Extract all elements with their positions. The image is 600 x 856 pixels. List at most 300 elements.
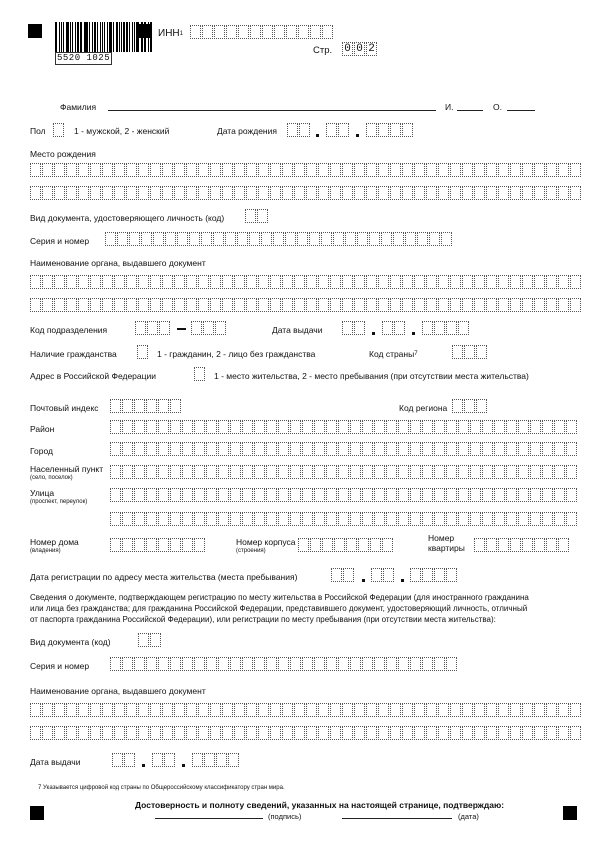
entry-cell[interactable] [450, 275, 461, 289]
entry-cell[interactable] [242, 442, 253, 456]
reg-issue-day-field[interactable] [112, 753, 136, 767]
entry-cell[interactable] [170, 442, 181, 456]
entry-cell[interactable] [146, 465, 157, 479]
entry-cell[interactable] [210, 298, 221, 312]
entry-cell[interactable] [506, 442, 517, 456]
entry-cell[interactable] [346, 538, 357, 552]
entry-cell[interactable] [398, 442, 409, 456]
entry-cell[interactable] [354, 275, 365, 289]
entry-cell[interactable] [570, 298, 581, 312]
entry-cell[interactable] [318, 703, 329, 717]
entry-cell[interactable] [462, 186, 473, 200]
entry-cell[interactable] [546, 703, 557, 717]
entry-cell[interactable] [518, 420, 529, 434]
entry-cell[interactable] [398, 465, 409, 479]
entry-cell[interactable] [206, 657, 217, 671]
entry-cell[interactable] [362, 465, 373, 479]
entry-cell[interactable] [522, 726, 533, 740]
city-field[interactable] [110, 442, 578, 456]
entry-cell[interactable] [230, 442, 241, 456]
entry-cell[interactable] [446, 442, 457, 456]
entry-cell[interactable] [378, 703, 389, 717]
entry-cell[interactable] [174, 275, 185, 289]
entry-cell[interactable] [570, 186, 581, 200]
entry-cell[interactable] [218, 420, 229, 434]
entry-cell[interactable] [366, 703, 377, 717]
entry-cell[interactable] [326, 465, 337, 479]
entry-cell[interactable] [498, 703, 509, 717]
entry-cell[interactable] [150, 163, 161, 177]
street-field-row-1[interactable] [110, 488, 578, 502]
entry-cell[interactable] [378, 298, 389, 312]
entry-cell[interactable] [258, 163, 269, 177]
entry-cell[interactable] [54, 275, 65, 289]
entry-cell[interactable] [186, 703, 197, 717]
entry-cell[interactable] [170, 657, 181, 671]
entry-cell[interactable] [446, 465, 457, 479]
entry-cell[interactable] [470, 512, 481, 526]
entry-cell[interactable] [254, 442, 265, 456]
entry-cell[interactable] [342, 163, 353, 177]
entry-cell[interactable] [198, 703, 209, 717]
entry-cell[interactable] [129, 232, 140, 246]
entry-cell[interactable] [326, 657, 337, 671]
entry-cell[interactable] [102, 726, 113, 740]
entry-cell[interactable] [258, 186, 269, 200]
entry-cell[interactable] [230, 512, 241, 526]
entry-cell[interactable] [458, 420, 469, 434]
entry-cell[interactable] [542, 465, 553, 479]
entry-cell[interactable] [102, 298, 113, 312]
entry-cell[interactable] [174, 298, 185, 312]
entry-cell[interactable] [434, 321, 445, 335]
entry-cell[interactable] [570, 726, 581, 740]
entry-cell[interactable] [446, 321, 457, 335]
entry-cell[interactable] [542, 442, 553, 456]
entry-cell[interactable] [254, 465, 265, 479]
entry-cell[interactable] [245, 209, 256, 223]
entry-cell[interactable] [374, 512, 385, 526]
entry-cell[interactable] [434, 568, 445, 582]
entry-cell[interactable] [522, 186, 533, 200]
entry-cell[interactable] [398, 420, 409, 434]
entry-cell[interactable] [534, 726, 545, 740]
entry-cell[interactable] [434, 420, 445, 434]
entry-cell[interactable] [246, 275, 257, 289]
entry-cell[interactable] [402, 726, 413, 740]
entry-cell[interactable] [486, 703, 497, 717]
entry-cell[interactable] [246, 186, 257, 200]
entry-cell[interactable] [450, 298, 461, 312]
entry-cell[interactable] [398, 488, 409, 502]
issue-day-field[interactable] [342, 321, 366, 335]
entry-cell[interactable] [402, 186, 413, 200]
entry-cell[interactable] [274, 25, 285, 39]
entry-cell[interactable] [570, 275, 581, 289]
entry-cell[interactable] [486, 186, 497, 200]
entry-cell[interactable] [222, 275, 233, 289]
entry-cell[interactable] [393, 232, 404, 246]
entry-cell[interactable] [422, 488, 433, 502]
entry-cell[interactable] [326, 442, 337, 456]
entry-cell[interactable] [434, 442, 445, 456]
entry-cell[interactable] [117, 232, 128, 246]
entry-cell[interactable] [170, 538, 181, 552]
entry-cell[interactable] [358, 538, 369, 552]
entry-cell[interactable] [102, 275, 113, 289]
entry-cell[interactable] [498, 275, 509, 289]
entry-cell[interactable] [338, 657, 349, 671]
entry-cell[interactable] [114, 726, 125, 740]
entry-cell[interactable] [458, 465, 469, 479]
entry-cell[interactable] [374, 420, 385, 434]
entry-cell[interactable] [102, 703, 113, 717]
entry-cell[interactable] [90, 163, 101, 177]
entry-cell[interactable] [422, 512, 433, 526]
entry-cell[interactable] [429, 232, 440, 246]
entry-cell[interactable] [134, 399, 145, 413]
entry-cell[interactable] [66, 163, 77, 177]
entry-cell[interactable] [342, 298, 353, 312]
entry-cell[interactable] [410, 657, 421, 671]
entry-cell[interactable] [294, 186, 305, 200]
entry-cell[interactable] [182, 465, 193, 479]
entry-cell[interactable] [194, 420, 205, 434]
entry-cell[interactable] [438, 726, 449, 740]
entry-cell[interactable] [138, 726, 149, 740]
entry-cell[interactable] [330, 703, 341, 717]
entry-cell[interactable] [174, 186, 185, 200]
entry-cell[interactable] [458, 488, 469, 502]
entry-cell[interactable] [522, 298, 533, 312]
birth-place-row-1[interactable] [30, 163, 582, 177]
entry-cell[interactable] [150, 298, 161, 312]
entry-cell[interactable] [450, 163, 461, 177]
entry-cell[interactable] [122, 465, 133, 479]
entry-cell[interactable] [318, 726, 329, 740]
entry-cell[interactable] [474, 275, 485, 289]
entry-cell[interactable] [146, 399, 157, 413]
entry-cell[interactable] [422, 420, 433, 434]
entry-cell[interactable] [302, 442, 313, 456]
entry-cell[interactable] [249, 232, 260, 246]
entry-cell[interactable] [114, 163, 125, 177]
district-field[interactable] [110, 420, 578, 434]
entry-cell[interactable] [242, 465, 253, 479]
entry-cell[interactable] [342, 321, 353, 335]
entry-cell[interactable] [102, 186, 113, 200]
entry-cell[interactable] [494, 512, 505, 526]
entry-cell[interactable] [162, 703, 173, 717]
entry-cell[interactable] [482, 442, 493, 456]
entry-cell[interactable] [182, 657, 193, 671]
entry-cell[interactable] [137, 345, 148, 359]
entry-cell[interactable] [306, 275, 317, 289]
entry-cell[interactable] [230, 465, 241, 479]
entry-cell[interactable] [170, 465, 181, 479]
entry-cell[interactable] [462, 703, 473, 717]
entry-cell[interactable] [426, 186, 437, 200]
entry-cell[interactable] [194, 657, 205, 671]
entry-cell[interactable] [362, 512, 373, 526]
entry-cell[interactable] [78, 186, 89, 200]
series-number-field[interactable] [105, 232, 453, 246]
entry-cell[interactable] [474, 298, 485, 312]
entry-cell[interactable] [464, 345, 475, 359]
entry-cell[interactable] [343, 568, 354, 582]
entry-cell[interactable] [146, 512, 157, 526]
entry-cell[interactable] [510, 298, 521, 312]
entry-cell[interactable] [290, 442, 301, 456]
entry-cell[interactable] [422, 442, 433, 456]
entry-cell[interactable] [110, 399, 121, 413]
entry-cell[interactable] [426, 275, 437, 289]
entry-cell[interactable] [153, 232, 164, 246]
entry-cell[interactable] [566, 442, 577, 456]
entry-cell[interactable] [486, 298, 497, 312]
entry-cell[interactable] [510, 703, 521, 717]
entry-cell[interactable] [222, 703, 233, 717]
entry-cell[interactable] [112, 753, 123, 767]
entry-cell[interactable] [462, 298, 473, 312]
entry-cell[interactable] [54, 163, 65, 177]
entry-cell[interactable] [30, 186, 41, 200]
inn-field[interactable] [190, 25, 334, 39]
entry-cell[interactable] [506, 465, 517, 479]
entry-cell[interactable] [30, 275, 41, 289]
entry-cell[interactable] [310, 538, 321, 552]
entry-cell[interactable] [390, 123, 401, 137]
entry-cell[interactable] [326, 512, 337, 526]
entry-cell[interactable] [426, 726, 437, 740]
entry-cell[interactable] [546, 726, 557, 740]
entry-cell[interactable] [333, 232, 344, 246]
entry-cell[interactable] [522, 538, 533, 552]
entry-cell[interactable] [558, 726, 569, 740]
entry-cell[interactable] [354, 298, 365, 312]
entry-cell[interactable] [254, 512, 265, 526]
entry-cell[interactable] [446, 512, 457, 526]
entry-cell[interactable] [198, 163, 209, 177]
entry-cell[interactable] [306, 186, 317, 200]
entry-cell[interactable] [174, 726, 185, 740]
entry-cell[interactable] [554, 512, 565, 526]
entry-cell[interactable] [162, 726, 173, 740]
entry-cell[interactable] [198, 726, 209, 740]
entry-cell[interactable] [282, 703, 293, 717]
entry-cell[interactable] [254, 488, 265, 502]
date-line[interactable] [342, 818, 452, 819]
entry-cell[interactable] [170, 420, 181, 434]
entry-cell[interactable] [330, 163, 341, 177]
entry-cell[interactable] [170, 488, 181, 502]
entry-cell[interactable] [30, 726, 41, 740]
entry-cell[interactable] [558, 163, 569, 177]
entry-cell[interactable] [186, 163, 197, 177]
entry-cell[interactable] [218, 512, 229, 526]
entry-cell[interactable] [192, 753, 203, 767]
entry-cell[interactable] [198, 186, 209, 200]
entry-cell[interactable] [213, 232, 224, 246]
entry-cell[interactable] [158, 465, 169, 479]
entry-cell[interactable] [146, 488, 157, 502]
entry-cell[interactable] [414, 163, 425, 177]
entry-cell[interactable] [386, 442, 397, 456]
entry-cell[interactable] [110, 657, 121, 671]
entry-cell[interactable] [261, 232, 272, 246]
entry-cell[interactable] [203, 321, 214, 335]
entry-cell[interactable] [182, 512, 193, 526]
entry-cell[interactable] [182, 420, 193, 434]
entry-cell[interactable] [158, 399, 169, 413]
entry-cell[interactable] [150, 275, 161, 289]
entry-cell[interactable] [299, 123, 310, 137]
entry-cell[interactable] [362, 657, 373, 671]
entry-cell[interactable] [534, 703, 545, 717]
entry-cell[interactable] [290, 488, 301, 502]
entry-cell[interactable] [426, 703, 437, 717]
entry-cell[interactable] [342, 186, 353, 200]
entry-cell[interactable] [506, 512, 517, 526]
entry-cell[interactable] [278, 657, 289, 671]
entry-cell[interactable] [78, 726, 89, 740]
entry-cell[interactable] [518, 442, 529, 456]
entry-cell[interactable] [158, 420, 169, 434]
entry-cell[interactable] [90, 726, 101, 740]
entry-cell[interactable] [186, 186, 197, 200]
entry-cell[interactable] [150, 726, 161, 740]
entry-cell[interactable] [302, 488, 313, 502]
entry-cell[interactable] [390, 726, 401, 740]
entry-cell[interactable] [194, 538, 205, 552]
entry-cell[interactable] [54, 703, 65, 717]
entry-cell[interactable] [266, 442, 277, 456]
entry-cell[interactable] [314, 657, 325, 671]
entry-cell[interactable] [298, 538, 309, 552]
entry-cell[interactable] [542, 512, 553, 526]
entry-cell[interactable] [354, 321, 365, 335]
entry-cell[interactable] [441, 232, 452, 246]
entry-cell[interactable] [434, 512, 445, 526]
initial-i-line[interactable] [457, 110, 483, 111]
entry-cell[interactable] [294, 275, 305, 289]
entry-cell[interactable] [30, 298, 41, 312]
entry-cell[interactable] [134, 420, 145, 434]
entry-cell[interactable] [201, 232, 212, 246]
entry-cell[interactable] [194, 488, 205, 502]
entry-cell[interactable] [306, 703, 317, 717]
entry-cell[interactable] [126, 726, 137, 740]
entry-cell[interactable] [414, 703, 425, 717]
entry-cell[interactable] [110, 538, 121, 552]
birth-month-field[interactable] [326, 123, 350, 137]
entry-cell[interactable] [110, 442, 121, 456]
entry-cell[interactable] [476, 345, 487, 359]
entry-cell[interactable] [530, 442, 541, 456]
entry-cell[interactable] [345, 232, 356, 246]
entry-cell[interactable] [114, 703, 125, 717]
entry-cell[interactable] [182, 442, 193, 456]
entry-cell[interactable] [134, 538, 145, 552]
entry-cell[interactable] [458, 512, 469, 526]
entry-cell[interactable] [390, 703, 401, 717]
entry-cell[interactable] [382, 321, 393, 335]
entry-cell[interactable] [218, 488, 229, 502]
entry-cell[interactable] [438, 186, 449, 200]
entry-cell[interactable] [546, 298, 557, 312]
entry-cell[interactable] [322, 25, 333, 39]
entry-cell[interactable] [158, 538, 169, 552]
birth-place-row-2[interactable] [30, 186, 582, 200]
entry-cell[interactable] [222, 298, 233, 312]
entry-cell[interactable] [354, 726, 365, 740]
entry-cell[interactable] [164, 753, 175, 767]
entry-cell[interactable] [218, 657, 229, 671]
entry-cell[interactable] [321, 232, 332, 246]
entry-cell[interactable] [366, 298, 377, 312]
entry-cell[interactable] [204, 753, 215, 767]
entry-cell[interactable] [158, 657, 169, 671]
entry-cell[interactable] [410, 420, 421, 434]
entry-cell[interactable] [126, 186, 137, 200]
entry-cell[interactable] [474, 186, 485, 200]
entry-cell[interactable] [124, 753, 135, 767]
entry-cell[interactable] [470, 488, 481, 502]
entry-cell[interactable] [42, 163, 53, 177]
entry-cell[interactable] [314, 488, 325, 502]
entry-cell[interactable] [390, 298, 401, 312]
entry-cell[interactable] [350, 512, 361, 526]
entry-cell[interactable] [498, 726, 509, 740]
entry-cell[interactable] [494, 420, 505, 434]
entry-cell[interactable] [350, 465, 361, 479]
entry-cell[interactable] [309, 232, 320, 246]
entry-cell[interactable] [390, 186, 401, 200]
entry-cell[interactable] [30, 163, 41, 177]
entry-cell[interactable] [242, 657, 253, 671]
entry-cell[interactable] [566, 512, 577, 526]
entry-cell[interactable] [378, 123, 389, 137]
entry-cell[interactable] [290, 465, 301, 479]
entry-cell[interactable] [390, 163, 401, 177]
address-type-field[interactable] [194, 367, 206, 381]
entry-cell[interactable] [554, 442, 565, 456]
entry-cell[interactable] [470, 442, 481, 456]
entry-cell[interactable] [266, 420, 277, 434]
entry-cell[interactable] [386, 488, 397, 502]
entry-cell[interactable] [314, 465, 325, 479]
entry-cell[interactable] [314, 420, 325, 434]
entry-cell[interactable] [198, 298, 209, 312]
entry-cell[interactable] [250, 25, 261, 39]
entry-cell[interactable] [458, 321, 469, 335]
entry-cell[interactable] [518, 465, 529, 479]
entry-cell[interactable] [506, 420, 517, 434]
entry-cell[interactable] [326, 420, 337, 434]
birth-day-field[interactable] [287, 123, 311, 137]
entry-cell[interactable] [226, 25, 237, 39]
entry-cell[interactable] [190, 25, 201, 39]
entry-cell[interactable] [414, 726, 425, 740]
entry-cell[interactable] [410, 465, 421, 479]
entry-cell[interactable] [322, 538, 333, 552]
entry-cell[interactable] [242, 488, 253, 502]
entry-cell[interactable] [494, 442, 505, 456]
region-code-field[interactable] [452, 399, 488, 413]
entry-cell[interactable] [174, 163, 185, 177]
entry-cell[interactable] [290, 420, 301, 434]
entry-cell[interactable] [138, 633, 149, 647]
